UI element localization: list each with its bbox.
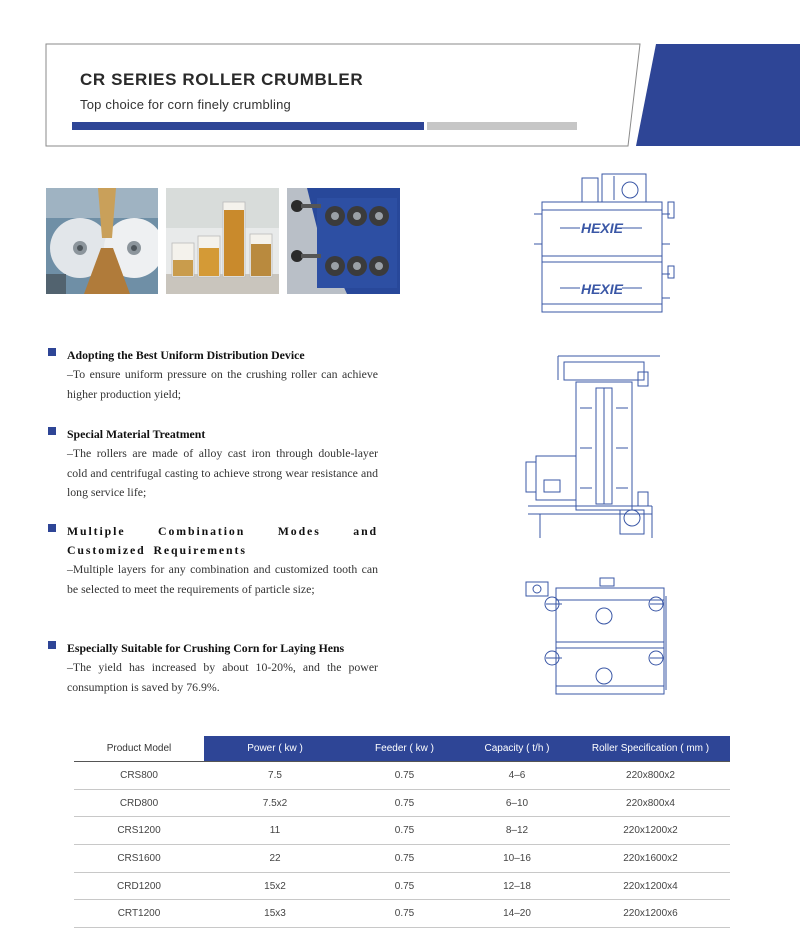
- feature-bullet: [48, 524, 56, 532]
- cell-power: 15x2: [204, 872, 346, 900]
- cell-power: 15x3: [204, 900, 346, 928]
- cell-capacity: 10–16: [463, 845, 571, 873]
- brand-label: HEXIE: [580, 220, 624, 236]
- table-row: [74, 900, 730, 928]
- table-row: [74, 789, 730, 817]
- header-gray-bar: [427, 122, 577, 130]
- cell-model: CRD800: [74, 789, 204, 817]
- feature-bullet: [48, 641, 56, 649]
- cell-power: 7.5x2: [204, 789, 346, 817]
- cell-power: 7.5: [204, 762, 346, 790]
- roller-closeup-photo: [46, 188, 158, 294]
- cell-model: CRT1200: [74, 900, 204, 928]
- brand-label: HEXIE: [580, 281, 624, 297]
- roller-assembly-photo: [287, 188, 400, 294]
- feature-title: Especially Suitable for Crushing Corn for Laying Hens: [67, 641, 345, 655]
- cell-feeder: 0.75: [346, 789, 463, 817]
- corn-jars-photo: [166, 188, 279, 294]
- header-blue-bar: [72, 122, 424, 130]
- header-power: Power ( kw ): [204, 736, 346, 762]
- cell-roller-spec: 220x800x4: [571, 789, 730, 817]
- header-product-model: Product Model: [74, 736, 204, 762]
- cell-capacity: 6–10: [463, 789, 571, 817]
- feature-item-2: [48, 425, 378, 503]
- table-header-row: [74, 736, 730, 762]
- cell-feeder: 0.75: [346, 872, 463, 900]
- feature-bullet: [48, 427, 56, 435]
- cell-model: CRS1600: [74, 845, 204, 873]
- feature-description: –To ensure uniform pressure on the crushing roller can achieve higher production yield;: [67, 367, 378, 401]
- cell-model: CRS800: [74, 762, 204, 790]
- cell-capacity: 12–18: [463, 872, 571, 900]
- header-feeder: Feeder ( kw ): [346, 736, 463, 762]
- feature-description: –The rollers are made of alloy cast iron through double-layer cold and centrifugal casting to achieve strong wear resistance and long service life;: [67, 446, 378, 499]
- cell-power: 22: [204, 845, 346, 873]
- cell-roller-spec: 220x1200x6: [571, 900, 730, 928]
- header-frame: [46, 44, 640, 146]
- page-subtitle: Top choice for corn finely crumbling: [80, 97, 291, 112]
- cell-power: 11: [204, 817, 346, 845]
- front-view-drawing: [530, 170, 684, 316]
- header-blue-band: [636, 44, 800, 146]
- feature-title: Adopting the Best Uniform Distribution Device: [67, 348, 305, 362]
- cell-feeder: 0.75: [346, 845, 463, 873]
- feature-item-3: [48, 522, 378, 599]
- feature-item-4: [48, 639, 378, 697]
- cell-roller-spec: 220x1200x2: [571, 817, 730, 845]
- table-row: [74, 817, 730, 845]
- cell-feeder: 0.75: [346, 900, 463, 928]
- table-row: [74, 762, 730, 790]
- cell-capacity: 14–20: [463, 900, 571, 928]
- cell-roller-spec: 220x1200x4: [571, 872, 730, 900]
- cell-model: CRD1200: [74, 872, 204, 900]
- table-row: [74, 845, 730, 873]
- top-view-drawing: [522, 572, 676, 696]
- table-row: [74, 872, 730, 900]
- cell-capacity: 8–12: [463, 817, 571, 845]
- feature-bullet: [48, 348, 56, 356]
- feature-title: Special Material Treatment: [67, 427, 206, 441]
- cell-model: CRS1200: [74, 817, 204, 845]
- cell-roller-spec: 220x1600x2: [571, 845, 730, 873]
- spec-table: [74, 736, 730, 928]
- page-title: CR SERIES ROLLER CRUMBLER: [80, 70, 364, 89]
- feature-description: –The yield has increased by about 10-20%, and the power consumption is saved by 76.9%.: [67, 660, 378, 694]
- side-view-drawing: [520, 348, 674, 546]
- cell-feeder: 0.75: [346, 762, 463, 790]
- feature-item-1: [48, 346, 378, 404]
- cell-capacity: 4–6: [463, 762, 571, 790]
- feature-description: –Multiple layers for any combination and customized tooth can be selected to meet the requirements of particle size;: [67, 562, 378, 596]
- feature-title: Multiple Combination Modes and Customized Requirements: [67, 524, 378, 557]
- header-roller-spec: Roller Specification ( mm ): [571, 736, 730, 762]
- cell-feeder: 0.75: [346, 817, 463, 845]
- cell-roller-spec: 220x800x2: [571, 762, 730, 790]
- header-capacity: Capacity ( t/h ): [463, 736, 571, 762]
